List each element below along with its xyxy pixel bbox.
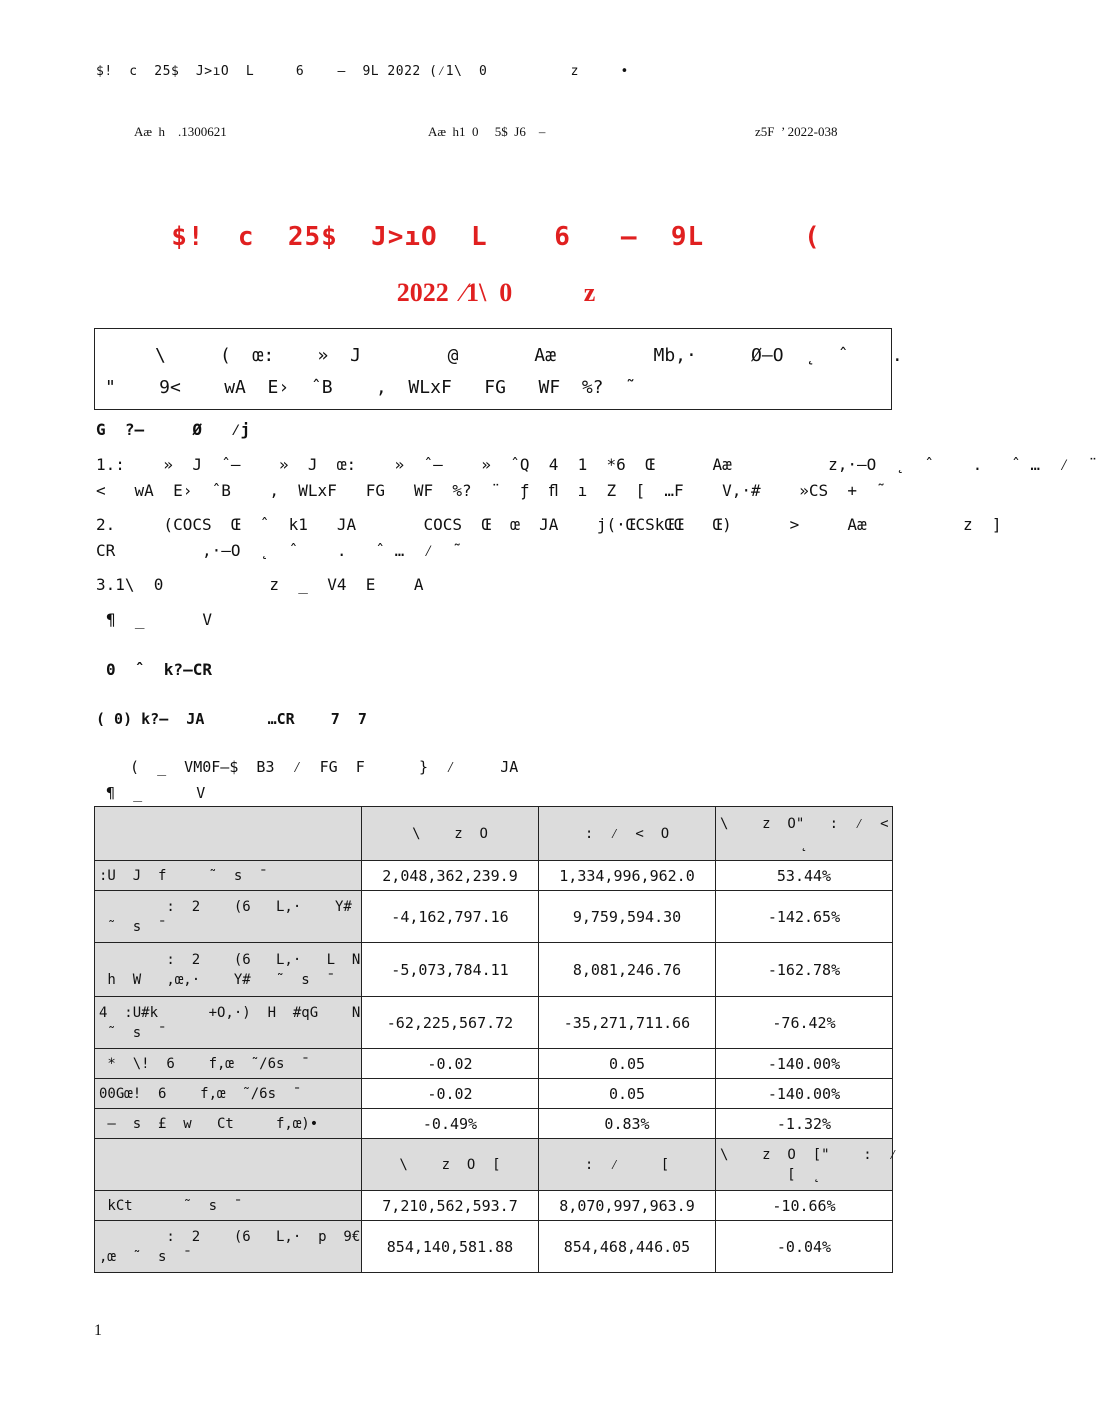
section-1-item-2-line-2: CR ,·–O ˛ ˆ . ˆ … ⁄ ˜ bbox=[96, 541, 463, 560]
table-row bbox=[95, 861, 893, 891]
row-label: – s £ w Ct f,œ)• bbox=[95, 1109, 362, 1139]
stock-abbreviation: Aæ h1 0 5$ J6 – bbox=[428, 124, 546, 139]
section-1-item-1-line-1: 1.: » J ˆ– » J œ: » ˆ– » ˆQ 4 1 *6 Œ Aæ z,·–O ˛ ˆ . ˆ … ⁄ ¨ bbox=[96, 455, 1098, 474]
cell-change: -0.04% bbox=[716, 1221, 893, 1273]
table-header-row bbox=[95, 807, 893, 861]
section-heading-1: G ?– Ø ⁄j bbox=[96, 420, 251, 439]
cell-prior: 854,468,446.05 bbox=[539, 1221, 716, 1273]
cell-current: -0.02 bbox=[362, 1079, 539, 1109]
cell-prior: 0.05 bbox=[539, 1079, 716, 1109]
header-prior-period: : ⁄ < O bbox=[539, 807, 716, 861]
table-row bbox=[95, 1109, 893, 1139]
cell-current: -0.02 bbox=[362, 1049, 539, 1079]
notice-line-2: " 9< wA E› ˆB , WLxF FG WF %? ˜ bbox=[105, 377, 637, 398]
table-row bbox=[95, 891, 893, 943]
notice-box bbox=[94, 328, 903, 410]
table-row bbox=[95, 943, 893, 997]
cell-current: -62,225,567.72 bbox=[362, 997, 539, 1049]
cell-change: 53.44% bbox=[716, 861, 893, 891]
cell-prior: 1,334,996,962.0 bbox=[539, 861, 716, 891]
cell-current: -5,073,784.11 bbox=[362, 943, 539, 997]
cell-change: -162.78% bbox=[716, 943, 893, 997]
header-period-end: \ z O [ bbox=[362, 1139, 539, 1191]
table-row bbox=[95, 1079, 893, 1109]
row-label: : 2 (6 L,· p 9€ ,œ ˜ s ¯ bbox=[95, 1221, 362, 1273]
section-heading-2: 0 ˆ k?–CR bbox=[106, 660, 212, 679]
section-3-subtitle: ( _ VM0F–$ B3 ⁄ FG F } ⁄ JA bbox=[130, 758, 519, 776]
row-label: 4 :U#k +O,·) H #qG N ˜ s ¯ bbox=[95, 997, 362, 1049]
cell-current: -4,162,797.16 bbox=[362, 891, 539, 943]
cell-change: -1.32% bbox=[716, 1109, 893, 1139]
cell-current: 854,140,581.88 bbox=[362, 1221, 539, 1273]
cell-change: -10.66% bbox=[716, 1191, 893, 1221]
cell-current: 2,048,362,239.9 bbox=[362, 861, 539, 891]
row-label: :U J f ˜ s ¯ bbox=[95, 861, 362, 891]
row-label: * \! 6 f,œ ˜/6s ¯ bbox=[95, 1049, 362, 1079]
row-label: : 2 (6 L,· Y# ˜ s ¯ bbox=[95, 891, 362, 943]
row-label: 00Gœ! 6 f,œ ˜/6s ¯ bbox=[95, 1079, 362, 1109]
header-prior-period-end: : ⁄ [ bbox=[539, 1139, 716, 1191]
cell-current: 7,210,562,593.7 bbox=[362, 1191, 539, 1221]
notice-line-1: \ ( œ: » J @ Aæ Mb,· Ø–O ˛ ˆ . bbox=[155, 345, 903, 366]
cell-prior: -35,271,711.66 bbox=[539, 997, 716, 1049]
cell-prior: 9,759,594.30 bbox=[539, 891, 716, 943]
section-1-note: ¶ _ V bbox=[106, 610, 212, 629]
financial-data-table bbox=[94, 806, 897, 1273]
announcement-number: z5F ’ 2022-038 bbox=[755, 124, 838, 139]
section-heading-3: ( 0) k?– JA …CR 7 7 bbox=[96, 710, 367, 728]
cell-change: -140.00% bbox=[716, 1079, 893, 1109]
running-header: $! c 25$ J>ıO L 6 – 9L 2022 (⁄1\ 0 z • bbox=[96, 64, 629, 79]
cell-prior: 0.83% bbox=[539, 1109, 716, 1139]
header-change-end: \ z O [" : ⁄ [ ˛ bbox=[716, 1139, 893, 1191]
cell-prior: 8,081,246.76 bbox=[539, 943, 716, 997]
document-title-line-2: 2022 ⁄1\ 0 z bbox=[396, 278, 596, 307]
table-header-row-2 bbox=[95, 1139, 893, 1191]
table-row bbox=[95, 997, 893, 1049]
table-row bbox=[95, 1191, 893, 1221]
header-blank bbox=[95, 807, 362, 861]
cell-prior: 8,070,997,963.9 bbox=[539, 1191, 716, 1221]
section-1-item-1-line-2: < wA E› ˆB , WLxF FG WF %? ¨ ƒ ﬂ ı Z [ …F V,·# »CS + ˜ bbox=[96, 481, 886, 500]
row-label: kCt ˜ s ¯ bbox=[95, 1191, 362, 1221]
table-row bbox=[95, 1221, 893, 1273]
row-label: : 2 (6 L,· L N h W ,œ,· Y# ˜ s ¯ bbox=[95, 943, 362, 997]
header-blank bbox=[95, 1139, 362, 1191]
cell-prior: 0.05 bbox=[539, 1049, 716, 1079]
document-title-line-1: $! c 25$ J>ıO L 6 – 9L ( bbox=[171, 222, 821, 252]
section-1-item-2-line-1: 2. (COCS Œ ˆ k1 JA COCS Œ œ JA j(·ŒCSkŒŒ Œ) > Aæ z ] bbox=[96, 515, 1002, 534]
section-1-item-3: 3.1\ 0 z _ V4 E A bbox=[96, 575, 424, 594]
page-number: 1 bbox=[94, 1322, 102, 1339]
cell-change: -142.65% bbox=[716, 891, 893, 943]
table-row bbox=[95, 1049, 893, 1079]
cell-change: -76.42% bbox=[716, 997, 893, 1049]
header-current-period: \ z O bbox=[362, 807, 539, 861]
cell-current: -0.49% bbox=[362, 1109, 539, 1139]
stock-code: Aæ h .1300621 bbox=[134, 124, 227, 139]
unit-note: ¶ _ V bbox=[106, 784, 206, 802]
cell-change: -140.00% bbox=[716, 1049, 893, 1079]
header-change: \ z O" : ⁄ < ˛ bbox=[716, 807, 893, 861]
